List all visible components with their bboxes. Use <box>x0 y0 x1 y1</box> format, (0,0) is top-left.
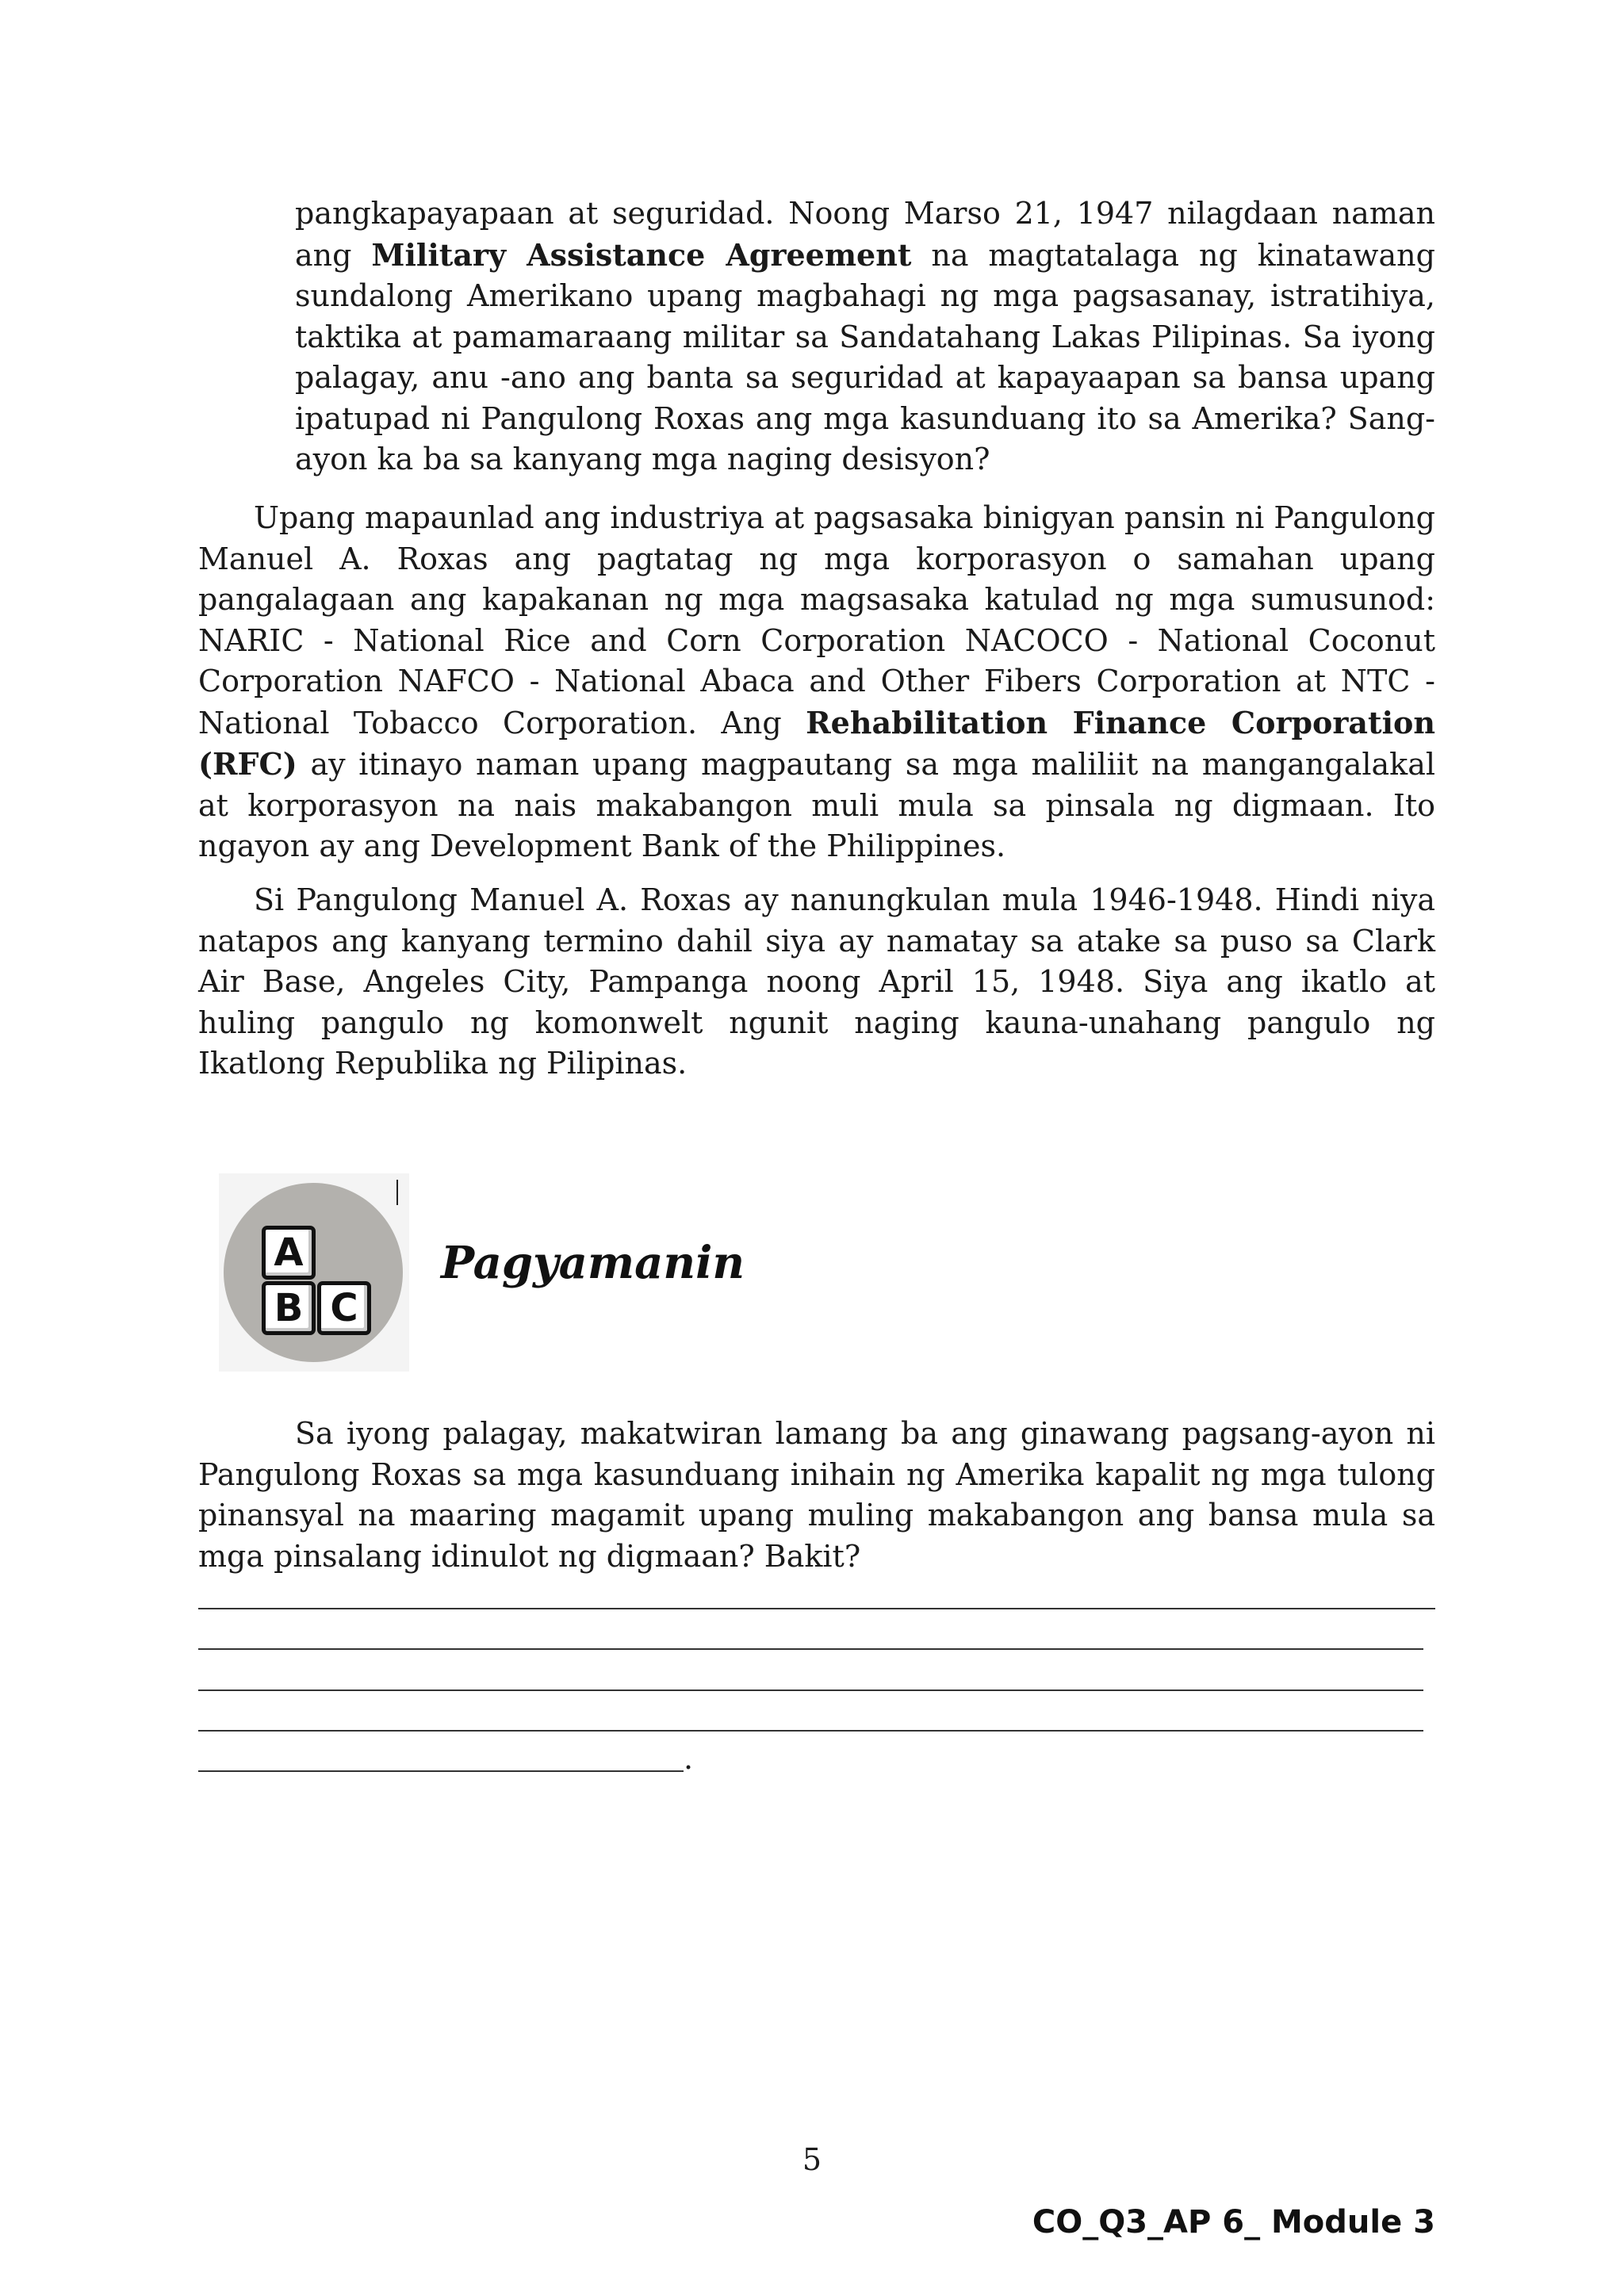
bold-term-military-assistance-agreement: Military Assistance Agreement <box>371 236 912 273</box>
letter-block-b: B <box>262 1281 316 1335</box>
paragraph-text: ay itinayo naman upang magpautang sa mga maliliit na mangangalakal at korporasyon na nais makabangon muli mula sa pinsala ng digmaan. Ito ngayon ay ang Development Bank of the Philippines. <box>198 747 1435 863</box>
body-paragraph-agreement <box>295 193 1435 480</box>
section-title: Pagyamanin <box>441 1237 745 1289</box>
bold-term-rfc: Rehabilitation Finance Corporation (RFC) <box>198 704 1435 782</box>
paragraph-text: na magtatalaga ng kinatawang sundalong Amerikano upang magbahagi ng mga pagsasanay, istratihiya, taktika at pamamaraang militar sa Sandatahang Lakas Pilipinas. Sa iyong palagay, anu -ano ang banta sa seguridad at kapayaapan sa bansa upang ipatupad ni Pangulong Roxas ang mga kasunduang ito sa Amerika? Sang-ayon ka ba sa kanyang mga naging desisyon? <box>295 237 1435 476</box>
answer-line[interactable] <box>198 1730 1423 1732</box>
answer-line[interactable] <box>198 1648 1423 1650</box>
page-number: 5 <box>802 2142 822 2177</box>
paragraph-text: pangkapayapaan at seguridad. Noong Marso 21, 1947 nilagdaan naman ang <box>295 196 1435 273</box>
paragraph-text: Upang mapaunlad ang industriya at pagsasaka binigyan pansin ni Pangulong Manuel A. Roxas ang pagtatag ng mga korporasyon o samahan upang pangalagaan ang kapakanan ng mga magsasaka katulad ng mga sumusunod: NARIC - National Rice and Corn Corporation NACOCO - National Coconut Corporation NAFCO - National Abaca and Other Fibers Corporation at NTC - National Tobacco Corporation. Ang <box>198 500 1435 740</box>
letter-block-a: A <box>262 1226 316 1280</box>
icon-circle-background <box>224 1183 403 1362</box>
abc-blocks-icon <box>219 1173 409 1372</box>
module-code: CO_Q3_AP 6_ Module 3 <box>1032 2204 1435 2241</box>
answer-line[interactable] <box>198 1608 1435 1609</box>
divider-mark <box>396 1180 398 1205</box>
activity-question: Sa iyong palagay, makatwiran lamang ba ang ginawang pagsang-ayon ni Pangulong Roxas sa mga kasunduang inihain ng Amerika kapalit ng mga tulong pinansyal na maaring magamit upang muling makabangon ang bansa mula sa mga pinsalang idinulot ng digmaan? Bakit? <box>198 1416 1435 1574</box>
answer-end-period: . <box>684 1741 694 1776</box>
answer-line[interactable] <box>198 1689 1423 1691</box>
answer-line[interactable] <box>198 1770 684 1772</box>
letter-block-c: C <box>317 1281 371 1335</box>
body-paragraph-industry <box>198 498 1435 867</box>
body-paragraph-roxas-term: Si Pangulong Manuel A. Roxas ay nanungkulan mula 1946-1948. Hindi niya natapos ang kanyang termino dahil siya ay namatay sa atake sa puso sa Clark Air Base, Angeles City, Pampanga noong April 15, 1948. Siya ang ikatlo at huling pangulo ng komonwelt ngunit naging kauna-unahang pangulo ng Ikatlong Republika ng Pilipinas. <box>198 882 1435 1081</box>
